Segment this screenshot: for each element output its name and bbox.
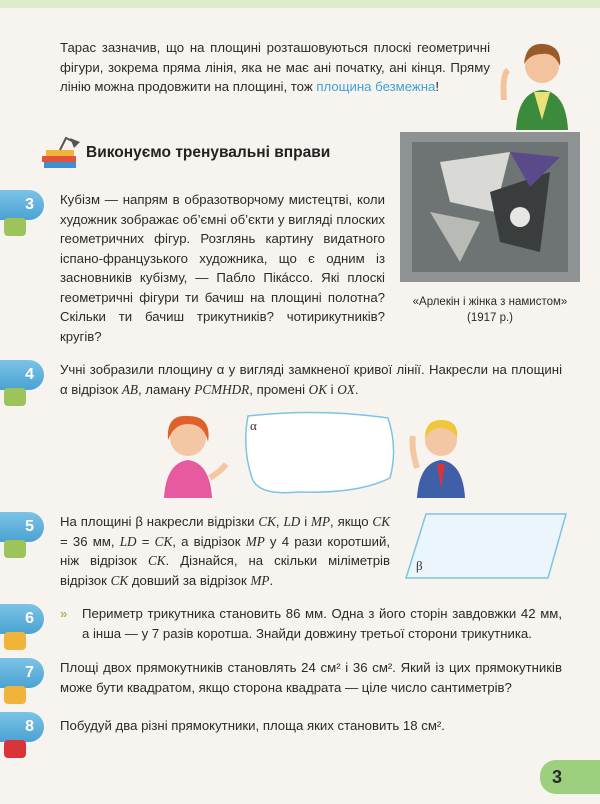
- t: .: [269, 572, 274, 588]
- task-8: [0, 712, 600, 752]
- puzzle-icon: [4, 388, 26, 406]
- t: AB: [121, 381, 138, 397]
- boy-illustration: [405, 408, 475, 498]
- t: MP: [250, 572, 270, 588]
- task-6-text: Периметр трикутника становить 86 мм. Одна з його сторін завдовжки 42 мм, а інша — у 7 разів коротша. Знайди довжину третьої сторони трикутника.: [82, 606, 562, 641]
- section-title: Виконуємо тренувальні вправи: [86, 144, 331, 161]
- books-lamp-icon: [40, 134, 82, 170]
- plane-alpha-label: α: [250, 418, 257, 433]
- gutter: [0, 360, 60, 400]
- t: CK: [110, 572, 129, 588]
- t: MP: [245, 533, 265, 549]
- puzzle-icon: [4, 540, 26, 558]
- t: На площині β накресли відрізки: [60, 514, 259, 529]
- task-badge-6: 6: [0, 604, 44, 634]
- t: , ламану: [137, 381, 195, 397]
- t: , якщо: [330, 514, 373, 529]
- t: , а відрізок: [172, 533, 246, 549]
- intro-link[interactable]: площина безмежна: [316, 79, 436, 94]
- puzzle-icon: [4, 686, 26, 704]
- intro-text: Тарас зазначив, що на площині розташовуються плоскі геометричні фігури, зокрема пряма лінія, яка не має ані початку, ані кінця. Пряму лінію можна продовжити на площині, тож: [60, 40, 490, 94]
- t: CK: [154, 533, 173, 549]
- task-7: [0, 658, 600, 698]
- task-5-text: [60, 512, 390, 590]
- task-6: [0, 604, 600, 644]
- caption-title: «Арлекін і жінка з намистом»: [412, 295, 568, 308]
- t: .: [354, 381, 359, 397]
- plane-alpha-curve: [238, 408, 403, 498]
- gutter: [0, 712, 60, 752]
- t: . Дізнайся, на скільки міліметрів відрізок: [60, 553, 390, 588]
- puzzle-icon: [4, 740, 26, 758]
- task-badge-3: 3: [0, 190, 44, 220]
- task-badge-4: 4: [0, 360, 44, 390]
- painting-caption: [400, 294, 580, 326]
- t: OK: [308, 381, 327, 397]
- teacher-illustration: [496, 30, 586, 130]
- task-5: [0, 512, 600, 590]
- advanced-marker-icon: »: [60, 606, 68, 621]
- plane-beta-parallelogram: [404, 512, 568, 582]
- footer-row: [0, 752, 600, 794]
- t: ,: [275, 514, 284, 529]
- puzzle-icon: [4, 218, 26, 236]
- section-left: [40, 134, 395, 170]
- task-3: [0, 172, 600, 346]
- girl-illustration: [150, 408, 230, 498]
- task-badge-7: 7: [0, 658, 44, 688]
- task-8-text: Побудуй два різні прямокутники, площа яких становить 18 см².: [60, 718, 445, 733]
- intro-row: [0, 30, 600, 130]
- t: LD: [283, 514, 301, 529]
- t: MP: [311, 514, 331, 529]
- t: =: [136, 533, 155, 549]
- puzzle-icon: [4, 632, 26, 650]
- task-4-text: [60, 360, 562, 399]
- gutter: [0, 604, 60, 644]
- t: у 4 рази коротший, ніж відрізок: [60, 533, 390, 568]
- task-badge-8: 8: [0, 712, 44, 742]
- t: і: [327, 381, 338, 397]
- picasso-painting: [400, 132, 580, 282]
- t: = 36 мм,: [60, 533, 120, 549]
- t: , промені: [249, 381, 309, 397]
- section-header: [40, 134, 395, 170]
- t: PCMHDR: [194, 381, 250, 397]
- task-badge-5: 5: [0, 512, 44, 542]
- task-3-text: Кубізм — напрям в образотворчому мистецтві, коли художник зображає об’ємні об’єкти у вигляді плоских геометричних фігур. Розглянь картину видатного іспано-французького художника, що є одним із засновників кубізму, — Пабло Пікáссо. Які плоскі геометричні фігури ти бачиш на площині полотна? Скільки ти бачиш трикутників? чотирикутників? кругів?: [60, 192, 385, 344]
- t: OX: [337, 381, 355, 397]
- t: Учні зобразили площину α у вигляді замкненої кривої лінії. Накресли на площині α відрізок: [60, 362, 562, 397]
- t: CK: [258, 514, 276, 529]
- plane-beta-label: β: [416, 558, 423, 573]
- t: LD: [119, 533, 137, 549]
- task-4-illustrations: [0, 408, 600, 498]
- task-4: [0, 360, 600, 400]
- t: CK: [147, 553, 166, 568]
- gutter: [0, 658, 60, 698]
- t: довший за відрізок: [128, 572, 251, 588]
- top-stripe: [0, 0, 600, 8]
- intro-paragraph: [60, 30, 490, 97]
- gutter: [0, 190, 60, 230]
- t: CK: [372, 514, 390, 529]
- caption-year: (1917 р.): [466, 311, 514, 324]
- gutter: [0, 512, 60, 552]
- page-number: 3: [540, 760, 600, 794]
- intro-end: !: [435, 79, 440, 94]
- painting-block: [400, 132, 580, 326]
- task-7-text: Площі двох прямокутників становлять 24 см² і 36 см². Який із цих прямокутників може бути квадратом, якщо сторона квадрата — ціле число сантиметрів?: [60, 660, 562, 695]
- t: і: [300, 514, 311, 529]
